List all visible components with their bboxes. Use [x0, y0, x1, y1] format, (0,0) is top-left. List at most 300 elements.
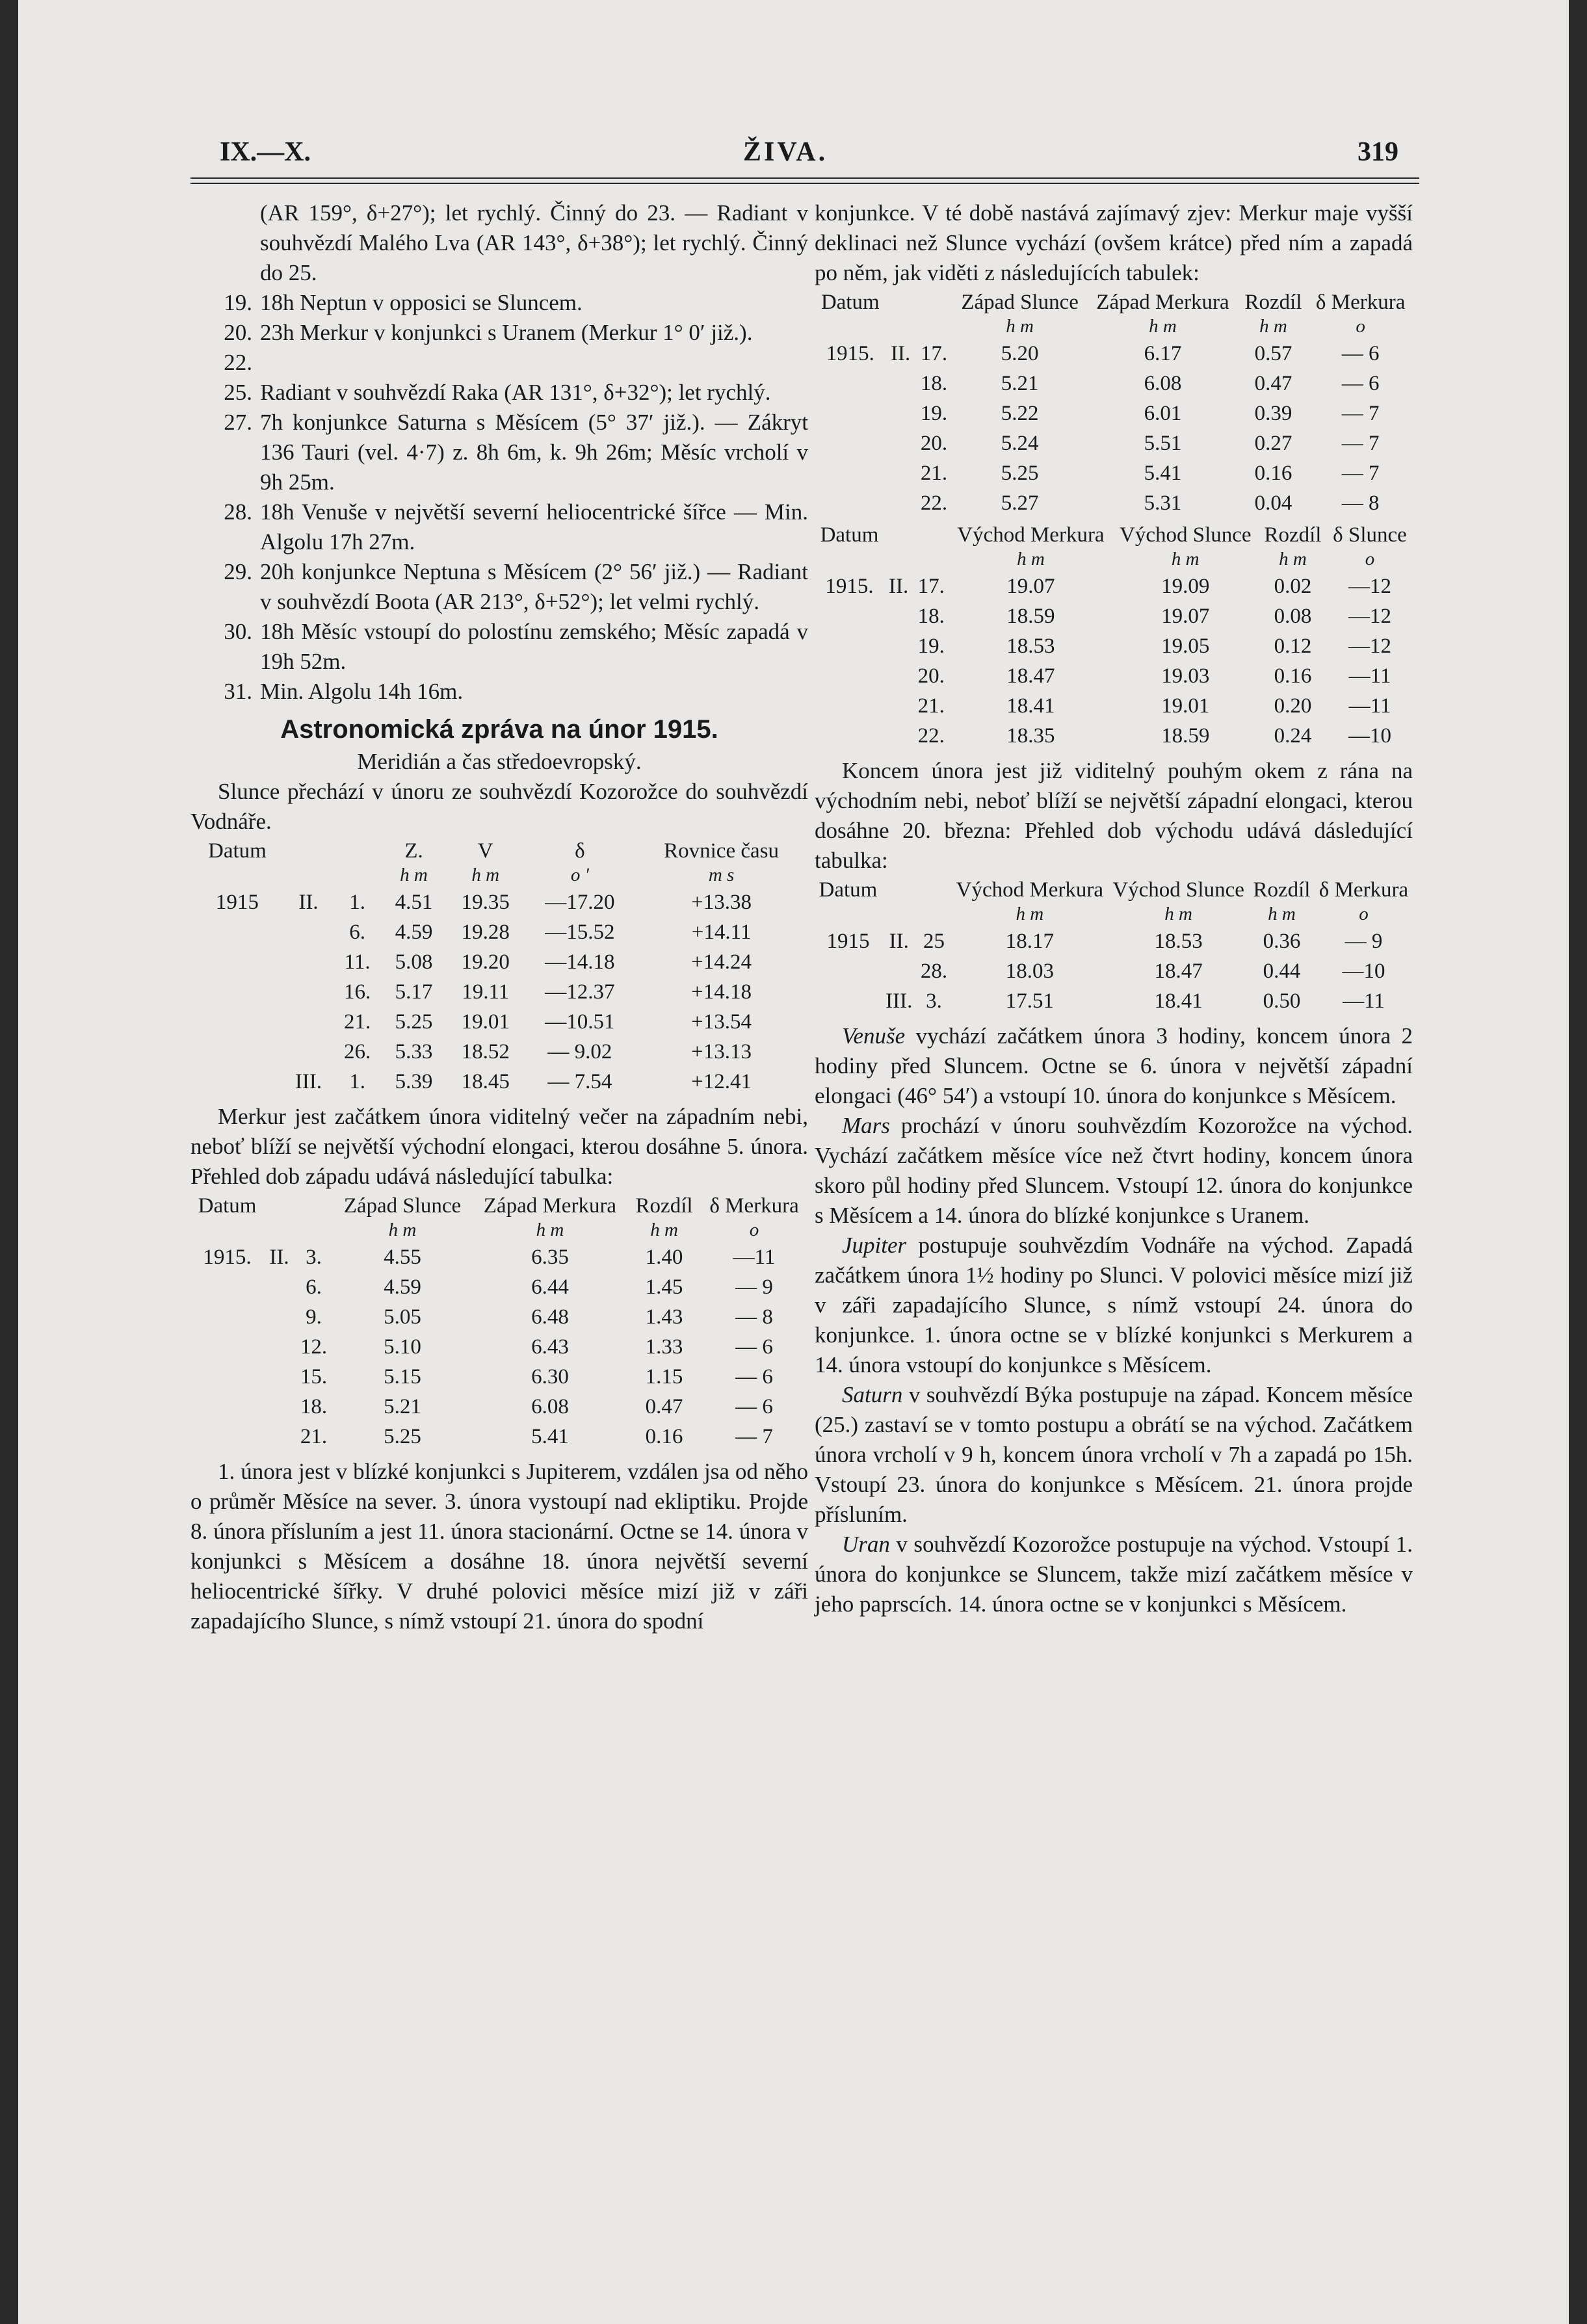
table-cell: — 6 [735, 1365, 773, 1389]
table-cell: 19.03 [1161, 664, 1210, 688]
section-subtitle: Meridián a čas středoevropský. [357, 749, 642, 774]
table-cell: 1. [349, 891, 366, 914]
table-cell [884, 661, 913, 691]
entry-text: Radiant v souhvězdí Raka (AR 131°, δ+32°); let rychlý. [260, 380, 771, 405]
unit-label [295, 1218, 333, 1242]
table-cell: 5.31 [1144, 491, 1182, 515]
column-header: Východ Slunce [1112, 878, 1244, 902]
table-cell: — 8 [735, 1305, 773, 1329]
table-row [190, 1037, 808, 1067]
table-cell: — 6 [1341, 372, 1380, 395]
column-header: Východ Merkura [957, 523, 1105, 547]
table-cell: 1.45 [645, 1275, 683, 1299]
column-header: Datum [198, 1194, 257, 1218]
table-cell [885, 428, 915, 458]
table-cell [815, 398, 885, 428]
table-cell [284, 947, 333, 977]
table-cell: +13.54 [691, 1010, 752, 1034]
column-header: Z. [404, 839, 423, 863]
table-row [190, 1362, 808, 1392]
column-header [333, 839, 382, 863]
table-row [815, 369, 1413, 398]
table-cell: — 8 [1341, 491, 1380, 515]
table-cell [885, 369, 915, 398]
unit-label: h m [1017, 549, 1045, 569]
table-cell: 4.55 [384, 1246, 421, 1269]
unit-label: o [1365, 549, 1375, 569]
column-header: δ [575, 839, 585, 863]
table-cell: +13.13 [691, 1040, 752, 1064]
planet-name: Venuše [842, 1023, 906, 1049]
table-cell: 6.01 [1144, 402, 1182, 425]
table-cell: 1.33 [645, 1335, 683, 1359]
table-cell [884, 601, 913, 631]
column-header [885, 291, 915, 315]
table-cell: —11 [1348, 664, 1391, 688]
table-cell: 0.08 [1274, 605, 1312, 628]
table-cell: 20. [920, 432, 948, 455]
table-cell: 19.09 [1161, 575, 1210, 598]
table-cell: 5.21 [1001, 372, 1039, 395]
column-header [915, 291, 952, 315]
table-row [815, 956, 1413, 986]
table-cell [815, 661, 884, 691]
planet-paragraph: Saturn v souhvězdí Býka postupuje na západ. Koncem měsíce (25.) zastaví se v tomto postupu a obrátí se na východ. Začátkem února vrcholí v 9 h, koncem února vrcholí v 7h a zapadá po 15h. Vstoupí 23. února do konjunkce s Měsícem. 21. února projde přísluním. [815, 1382, 1413, 1527]
unit-label [913, 547, 949, 571]
table-cell: II. [889, 930, 909, 953]
left-column [190, 198, 808, 1636]
table-header-row [815, 878, 1413, 902]
entry-text: 20h konjunkce Neptuna s Měsícem (2° 56′ již.) — Radiant v souhvězdí Boota (AR 213°, δ+52°); let velmi rychlý. [260, 559, 808, 614]
unit-label: h m [536, 1220, 564, 1240]
table-row [190, 977, 808, 1007]
table-cell: 0.02 [1274, 575, 1312, 598]
table-cell: 0.12 [1274, 634, 1312, 658]
entry-text [260, 348, 808, 378]
table-cell: 0.20 [1274, 694, 1312, 718]
planet-paragraph: Mars prochází v únoru souhvězdím Kozorožce na východ. Vychází začátkem měsíce více než čtvrt hodiny, koncem února skoro půl hodiny před Sluncem. Vstoupí 12. února do konjunkce s Měsícem a 14. února do blízké konjunkce s Uranem. [815, 1113, 1413, 1228]
table-cell [190, 1067, 284, 1097]
table-row [190, 1007, 808, 1037]
table-cell: —12.37 [545, 980, 615, 1004]
table-cell: 21. [344, 1010, 371, 1034]
table-cell: 0.47 [645, 1395, 683, 1418]
table-cell: 0.04 [1254, 491, 1292, 515]
table-row [190, 917, 808, 947]
table-cell: 19. [920, 402, 948, 425]
unit-label: h m [1016, 904, 1044, 924]
calendar-entry [190, 378, 808, 408]
table-cell: 18.59 [1161, 724, 1210, 748]
table-cell: — 9.02 [547, 1040, 612, 1064]
table-cell [815, 691, 884, 721]
table-cell [190, 1422, 264, 1452]
planet-name: Jupiter [842, 1233, 907, 1258]
column-header: Východ Slunce [1120, 523, 1252, 547]
table-cell [815, 631, 884, 661]
table-row [190, 1067, 808, 1097]
table-cell [815, 601, 884, 631]
column-header: δ Merkura [1315, 291, 1406, 314]
mercury-rise-table [815, 878, 1413, 1016]
table-header-row [190, 839, 808, 863]
table-cell: 1915. [826, 342, 874, 365]
entry-day: 31. [224, 679, 252, 704]
entry-text: 18h Měsíc vstoupí do polostínu zemského; Měsíc zapadá v 19h 52m. [260, 619, 808, 674]
table-cell: —15.52 [545, 920, 615, 944]
column-header: Rovnice času [664, 839, 779, 863]
planet-name: Saturn [842, 1382, 903, 1407]
table-cell: 21. [917, 694, 945, 718]
table-cell: — 6 [735, 1335, 773, 1359]
table-cell: 0.16 [645, 1425, 683, 1448]
table-row [815, 398, 1413, 428]
table-cell: +12.41 [691, 1070, 752, 1093]
table-cell: 18.53 [1006, 634, 1055, 658]
table-cell [190, 1362, 264, 1392]
column-header: Rozdíl [635, 1194, 693, 1218]
unit-label: h m [388, 1220, 417, 1240]
table-cell: 6.08 [531, 1395, 569, 1418]
column-header: Datum [819, 878, 878, 902]
unit-label [815, 902, 882, 926]
calendar-entry [190, 288, 808, 318]
column-header [284, 839, 333, 863]
unit-label [917, 902, 952, 926]
unit-label [264, 1218, 295, 1242]
unit-label [190, 863, 284, 887]
table-cell: —12 [1348, 575, 1391, 598]
page-content [164, 107, 1465, 2187]
table-cell: 18. [920, 372, 948, 395]
entry-day: 19. [224, 290, 252, 315]
table-cell: 5.05 [384, 1305, 421, 1329]
table-cell: 5.10 [384, 1335, 421, 1359]
table-cell: 5.33 [395, 1040, 433, 1064]
column-header: Východ Merkura [956, 878, 1103, 902]
column-header [295, 1194, 333, 1218]
table-cell [190, 1302, 264, 1332]
mercury-table-west [815, 291, 1413, 518]
table-cell: 26. [344, 1040, 371, 1064]
table-cell: 5.20 [1001, 342, 1039, 365]
table-cell: — 9 [1344, 930, 1383, 953]
table-row [815, 691, 1413, 721]
table-cell: 6.35 [531, 1246, 569, 1269]
table-cell: 22. [920, 491, 948, 515]
unit-label: h m [1149, 316, 1177, 337]
entry-text: 18h Neptun v opposici se Sluncem. [260, 290, 583, 315]
unit-label: h m [471, 865, 500, 885]
table-cell: 5.41 [531, 1425, 569, 1448]
mercury-sunset-table [190, 1194, 808, 1452]
mercury-morning-text: Koncem února jest již viditelný pouhým okem z rána na východním nebi, neboť blíží se největší západní elongaci, kterou dosáhne 20. března: Přehled dob východu udává dásledující tabulka: [815, 758, 1413, 873]
table-cell: 17. [917, 575, 945, 598]
table-cell: 3. [926, 989, 942, 1013]
table-cell [884, 631, 913, 661]
table-cell: 19.07 [1161, 605, 1210, 628]
table-cell: 19. [917, 634, 945, 658]
unit-label: h m [400, 865, 428, 885]
table-cell: II. [269, 1246, 289, 1269]
table-cell: 19.05 [1161, 634, 1210, 658]
planet-paragraph: Jupiter postupuje souhvězdím Vodnáře na východ. Zapadá začátkem února 1½ hodiny po Slunci. V polovici měsíce mizí již v záři zapadajícího Slunce, s nímž vstoupí 24. února do konjunkce. 1. února octne se v blízké konjunkci s Merkurem a 14. února vstoupí do konjunkce s Měsícem. [815, 1233, 1413, 1377]
continuation-entry [190, 198, 808, 288]
table-row [815, 661, 1413, 691]
table-cell: 17.51 [1005, 989, 1054, 1013]
table-cell: 0.44 [1263, 960, 1301, 983]
table-cell [885, 488, 915, 518]
table-cell: III. [885, 989, 913, 1013]
table-cell: —11 [1348, 694, 1391, 718]
unit-label: o [1359, 904, 1369, 924]
table-cell: —10 [1342, 960, 1385, 983]
entry-day: 25. [224, 380, 252, 405]
table-cell: 1915 [826, 930, 870, 953]
table-cell: 28. [920, 960, 948, 983]
table-cell: 6.48 [531, 1305, 569, 1329]
table-cell: 18.41 [1006, 694, 1055, 718]
table-cell: 18.47 [1006, 664, 1055, 688]
table-cell: 4.59 [384, 1275, 421, 1299]
table-cell: 18.59 [1006, 605, 1055, 628]
continuation-right: konjunkce. V té době nastává zajímavý zjev: Merkur maje vyšší deklinaci než Slunce vychází (ovšem krátce) před ním a zapadá po něm, jak viděti z následujících tabulek: [815, 200, 1413, 285]
table-cell [885, 458, 915, 488]
table-cell: 6.44 [531, 1275, 569, 1299]
table-cell [815, 956, 882, 986]
unit-label [884, 547, 913, 571]
table-units-row [815, 902, 1413, 926]
table-cell [815, 458, 885, 488]
table-cell: II. [891, 342, 911, 365]
table-cell: 22. [917, 724, 945, 748]
data-table [190, 839, 808, 1097]
unit-label: h m [1006, 316, 1034, 337]
calendar-entry [190, 617, 808, 677]
unit-label [885, 315, 915, 339]
table-cell [264, 1332, 295, 1362]
table-row [815, 721, 1413, 751]
table-cell: 5.21 [384, 1395, 421, 1418]
table-cell: 11. [344, 950, 371, 974]
table-cell: —12 [1348, 634, 1391, 658]
table-cell: 5.51 [1144, 432, 1182, 455]
table-cell: 19.20 [461, 950, 510, 974]
table-cell: II. [889, 575, 909, 598]
table-cell: —10 [1348, 724, 1391, 748]
unit-label: o [749, 1220, 759, 1240]
table-cell: 0.16 [1254, 462, 1292, 485]
table-cell: 12. [300, 1335, 328, 1359]
table-cell: 16. [344, 980, 371, 1004]
table-cell: 18.52 [461, 1040, 510, 1064]
table-units-row [815, 315, 1413, 339]
calendar-entry [190, 497, 808, 557]
calendar-entry [190, 677, 808, 707]
planet-name: Mars [842, 1113, 890, 1138]
table-cell: — 7 [735, 1425, 773, 1448]
table-cell: 0.36 [1263, 930, 1301, 953]
table-header-row [190, 1194, 808, 1218]
column-header: Západ Slunce [961, 291, 1079, 314]
table-cell: — 6 [1341, 342, 1380, 365]
calendar-entry [190, 318, 808, 348]
table-cell: — 7 [1341, 432, 1380, 455]
table-cell: 0.24 [1274, 724, 1312, 748]
unit-label: h m [1171, 549, 1200, 569]
data-table [815, 523, 1413, 751]
entry-day: 27. [224, 410, 252, 435]
entry-day: 20. [224, 320, 252, 345]
table-cell [884, 691, 913, 721]
entry-day: 29. [224, 559, 252, 584]
table-units-row [190, 1218, 808, 1242]
entry-day: 30. [224, 619, 252, 644]
table-cell: 18. [300, 1395, 328, 1418]
running-head [164, 120, 1406, 166]
planet-paragraph: Venuše vychází začátkem února 3 hodiny, koncem února 2 hodiny před Sluncem. Octne se 6. února v největší západní elongaci (46° 54′) a vstoupí 10. února do konjunkce s Měsícem. [815, 1023, 1413, 1108]
calendar-entry [190, 557, 808, 617]
column-header: Rozdíl [1253, 878, 1311, 902]
table-cell: 1. [349, 1070, 366, 1093]
column-header: Západ Merkura [1096, 291, 1229, 314]
table-cell: 5.41 [1144, 462, 1182, 485]
table-cell: 19.07 [1006, 575, 1055, 598]
table-cell: —17.20 [545, 891, 615, 914]
table-cell: 1.15 [645, 1365, 683, 1389]
column-header: Západ Merkura [483, 1194, 617, 1218]
table-cell: 6.30 [531, 1365, 569, 1389]
column-header [882, 878, 917, 902]
table-row [190, 887, 808, 917]
table-cell [190, 917, 284, 947]
column-header [884, 523, 913, 547]
table-cell: 5.15 [384, 1365, 421, 1389]
table-cell: +14.18 [691, 980, 752, 1004]
table-cell: 5.24 [1001, 432, 1039, 455]
table-cell: 6.08 [1144, 372, 1182, 395]
right-column [815, 198, 1413, 1619]
unit-label [284, 863, 333, 887]
table-row [190, 947, 808, 977]
table-cell: 19.01 [461, 1010, 510, 1034]
data-table [815, 878, 1413, 1016]
table-row [815, 428, 1413, 458]
table-cell: — 7 [1341, 462, 1380, 485]
unit-label: h m [1268, 904, 1296, 924]
unit-label: o ′ [570, 865, 589, 885]
table-cell [264, 1302, 295, 1332]
table-cell: 4.51 [395, 891, 433, 914]
table-cell: 0.47 [1254, 372, 1292, 395]
table-cell [815, 369, 885, 398]
table-cell: 18.17 [1005, 930, 1054, 953]
table-cell: 0.50 [1263, 989, 1301, 1013]
table-cell: 19.11 [462, 980, 510, 1004]
column-header [264, 1194, 295, 1218]
table-cell: 4.59 [395, 920, 433, 944]
table-units-row [190, 863, 808, 887]
entry-text: Min. Algolu 14h 16m. [260, 679, 464, 704]
table-cell: 5.22 [1001, 402, 1039, 425]
calendar-entry [190, 408, 808, 497]
unit-label: h m [1259, 316, 1287, 337]
table-cell [284, 1037, 333, 1067]
entry-text: 18h Venuše v největší severní heliocentrické šířce — Min. Algolu 17h 27m. [260, 499, 808, 555]
sun-table [190, 839, 808, 1097]
column-header: Rozdíl [1244, 291, 1302, 314]
table-cell: 21. [920, 462, 948, 485]
data-table [815, 291, 1413, 518]
table-cell: 6.43 [531, 1335, 569, 1359]
table-row [815, 488, 1413, 518]
table-cell: — 7 [1341, 402, 1380, 425]
table-cell: 5.25 [384, 1425, 421, 1448]
column-header: Rozdíl [1264, 523, 1322, 547]
table-cell: 1915. [203, 1246, 252, 1269]
header-rule [190, 177, 1419, 184]
mercury-intro: Merkur jest začátkem února viditelný večer na západním nebi, neboť blíží se největší východní elongaci, kterou dosáhne 5. února. Přehled dob západu udává následující tabulka: [190, 1104, 808, 1189]
table-cell [815, 428, 885, 458]
table-row [815, 986, 1413, 1016]
table-cell [190, 1272, 264, 1302]
table-row [190, 1422, 808, 1452]
table-cell [284, 977, 333, 1007]
table-cell: —12 [1348, 605, 1391, 628]
entry-day: 22. [224, 350, 252, 375]
data-table [190, 1194, 808, 1452]
column-header: Datum [820, 291, 880, 314]
page-number: 319 [1357, 137, 1398, 167]
table-cell: — 6 [735, 1395, 773, 1418]
column-header: V [477, 839, 493, 863]
table-cell: 1.43 [645, 1305, 683, 1329]
table-row [815, 601, 1413, 631]
table-cell: 18.53 [1154, 930, 1203, 953]
table-cell: 0.39 [1254, 402, 1292, 425]
table-cell: — 9 [735, 1275, 773, 1299]
table-row [815, 926, 1413, 956]
unit-label [333, 863, 382, 887]
table-row [190, 1392, 808, 1422]
table-cell: 17. [920, 342, 948, 365]
table-row [815, 571, 1413, 601]
column-header: Datum [208, 839, 267, 863]
table-units-row [815, 547, 1413, 571]
table-cell: +14.11 [691, 920, 752, 944]
table-cell: 9. [306, 1305, 322, 1329]
table-cell: 0.27 [1254, 432, 1292, 455]
unit-label: h m [650, 1220, 678, 1240]
table-cell: 19.28 [461, 920, 510, 944]
table-cell [190, 1037, 284, 1067]
table-cell: 15. [300, 1365, 328, 1389]
table-cell: 18.47 [1154, 960, 1203, 983]
table-cell: +14.24 [691, 950, 752, 974]
table-cell: 3. [306, 1246, 322, 1269]
table-cell [264, 1362, 295, 1392]
unit-label: o [1356, 316, 1365, 337]
table-cell: 20. [917, 664, 945, 688]
table-cell: 25 [923, 930, 945, 953]
table-row [190, 1242, 808, 1272]
table-cell: 19.35 [461, 891, 510, 914]
table-cell: 18.03 [1005, 960, 1054, 983]
table-cell [264, 1422, 295, 1452]
column-header [917, 878, 952, 902]
table-cell: 5.08 [395, 950, 433, 974]
unit-label [190, 1218, 264, 1242]
